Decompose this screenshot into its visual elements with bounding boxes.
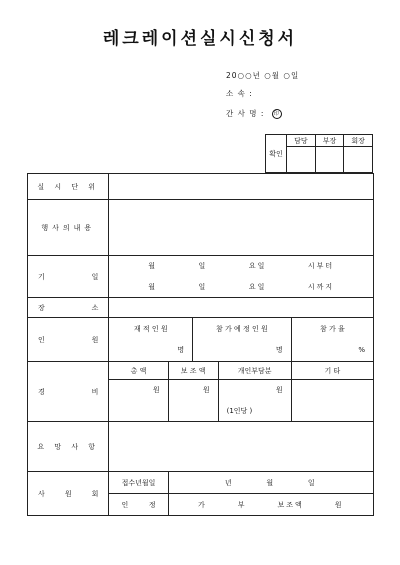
place-field[interactable] <box>109 298 374 318</box>
participation-rate-header: 참 가 율 <box>291 318 373 340</box>
secretary-line <box>226 108 282 119</box>
enrolled-field[interactable]: 명 <box>109 340 193 362</box>
notes-label: 요 망 사 항 <box>28 422 109 472</box>
participation-rate-field[interactable]: % <box>291 340 373 362</box>
expected-header: 참 가 예 정 인 원 <box>193 318 292 340</box>
approval-sign-president[interactable] <box>344 147 373 173</box>
total-cost-field[interactable]: 원 <box>109 380 168 401</box>
unit-label: 실 시 단 위 <box>28 174 109 200</box>
approval-role-president: 회장 <box>344 135 373 147</box>
people-label: 인 원 <box>28 318 109 362</box>
application-form <box>27 173 374 516</box>
total-cost-header: 총 액 <box>109 362 168 380</box>
per-person-field[interactable]: (1인당 ) <box>218 401 291 422</box>
period-start-field[interactable]: 월 일 요일 시부터 <box>109 256 374 277</box>
cost-label: 경 비 <box>28 362 109 422</box>
total-cost-extra <box>109 401 168 422</box>
approval-sign-manager[interactable] <box>315 147 344 173</box>
department-label: 소 속 : <box>226 89 253 98</box>
personal-share-field[interactable]: 원 <box>218 380 291 401</box>
approval-sign-staff[interactable] <box>287 147 316 173</box>
approval-status-label: 인 정 <box>109 494 168 516</box>
notes-field[interactable] <box>109 422 374 472</box>
other-field[interactable] <box>291 380 373 422</box>
enrolled-header: 재 적 인 원 <box>109 318 193 340</box>
personal-share-header: 개인부담분 <box>218 362 291 380</box>
received-date-label: 접수년월일 <box>109 472 168 494</box>
content-label: 행사의내용 <box>28 200 109 256</box>
expected-field[interactable]: 명 <box>193 340 292 362</box>
subsidy-extra <box>168 401 218 422</box>
secretariat-label: 사 원 회 <box>28 472 109 516</box>
approval-box <box>265 134 373 173</box>
content-field[interactable] <box>109 200 374 256</box>
approval-role-manager: 부장 <box>315 135 344 147</box>
approval-confirm-label: 확인 <box>266 135 287 173</box>
document-title: 레크레이션실시신청서 <box>102 29 298 49</box>
approval-role-staff: 담당 <box>287 135 316 147</box>
subsidy-field[interactable]: 원 <box>168 380 218 401</box>
subsidy-header: 보 조 액 <box>168 362 218 380</box>
seal-icon: 印 <box>273 111 280 117</box>
secretary-label: 간 사 명 : <box>226 109 265 118</box>
period-end-field[interactable]: 월 일 요일 시까지 <box>109 277 374 298</box>
unit-field[interactable] <box>109 174 374 200</box>
date-line: 20○○년 ○월 ○일 <box>226 71 300 80</box>
place-label: 장 소 <box>28 298 109 318</box>
period-label: 기 일 <box>28 256 109 298</box>
received-date-field[interactable]: 년 월 일 <box>168 472 373 494</box>
other-header: 기 타 <box>291 362 373 380</box>
approval-status-field[interactable]: 가 부 보조액 원 <box>168 494 373 516</box>
